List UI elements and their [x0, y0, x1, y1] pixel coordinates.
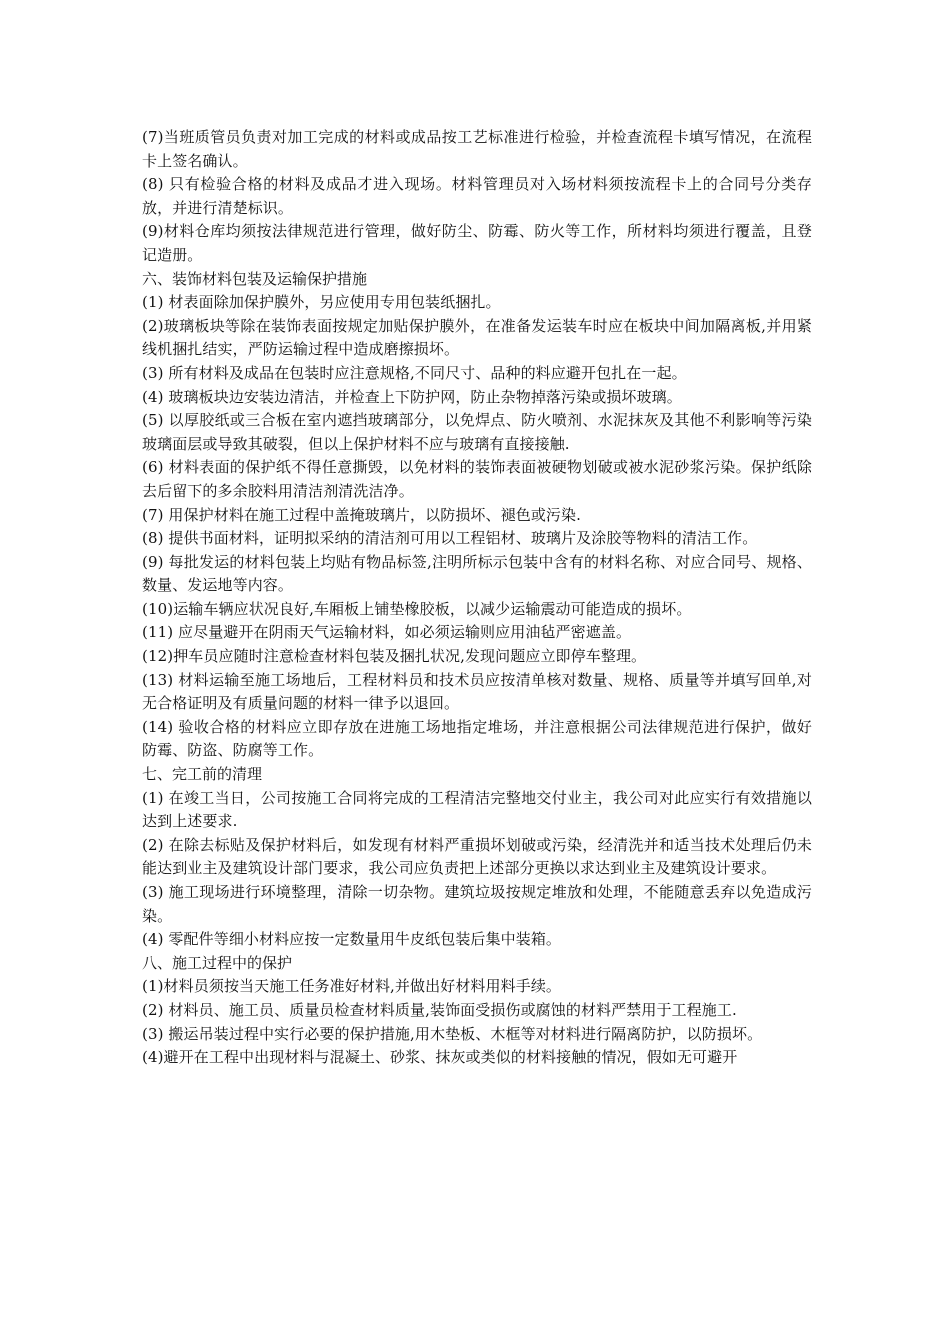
paragraph: (1) 材表面除加保护膜外，另应使用专用包装纸捆扎。 — [142, 293, 501, 312]
paragraph: (13) 材料运输至施工场地后，工程材料员和技术员应按清单核对数量、规格、质量等并填写回单,对无合格证明及有质量问题的材料一律予以退回。 — [142, 670, 812, 713]
paragraph: (7) 用保护材料在施工过程中盖掩玻璃片，以防损坏、褪色或污染. — [142, 505, 581, 524]
paragraph: (1) 在竣工当日，公司按施工合同将完成的工程清洁完整地交付业主，我公司对此应实行有效措施以达到上述要求. — [142, 788, 812, 831]
paragraph: (14) 验收合格的材料应立即存放在进施工场地指定堆场，并注意根据公司法律规范进行保护，做好防霉、防盗、防腐等工作。 — [142, 717, 812, 760]
section-heading: 八、施工过程中的保护 — [142, 953, 293, 972]
paragraph: (4)避开在工程中出现材料与混凝土、砂浆、抹灰或类似的材料接触的情况，假如无可避开 — [142, 1048, 738, 1067]
paragraph: (8) 提供书面材料，证明拟采纳的清洁剂可用以工程铝材、玻璃片及涂胶等物料的清洁工作。 — [142, 529, 758, 548]
paragraph: (10)运输车辆应状况良好,车厢板上铺垫橡胶板，以减少运输震动可能造成的损坏。 — [142, 599, 692, 618]
paragraph: (6) 材料表面的保护纸不得任意撕毁，以免材料的装饰表面被硬物划破或被水泥砂浆污染。保护纸除去后留下的多余胶料用清洁剂清洗洁净。 — [142, 458, 812, 500]
document-body — [142, 126, 812, 1070]
paragraph: (1)材料员须按当天施工任务准好材料,并做出好材料用料手续。 — [142, 977, 562, 996]
paragraph: (2) 材料员、施工员、质量员检查材料质量,装饰面受损伤或腐蚀的材料严禁用于工程施工. — [142, 1000, 737, 1019]
paragraph: (9)材料仓库均须按法律规范进行管理，做好防尘、防霉、防火等工作，所材料均须进行覆盖，且登记造册。 — [142, 222, 812, 264]
paragraph: (9) 每批发运的材料包装上均贴有物品标签,注明所标示包装中含有的材料名称、对应合同号、规格、数量、发运地等内容。 — [142, 552, 812, 595]
paragraph: (2) 在除去标贴及保护材料后，如发现有材料严重损坏划破或污染，经清洗并和适当技术处理后仍未能达到业主及建筑设计部门要求，我公司应负责把上述部分更换以求达到业主及建筑设计要求。 — [142, 835, 812, 878]
paragraph: (3) 施工现场进行环境整理，清除一切杂物。建筑垃圾按规定堆放和处理，不能随意丢弃以免造成污染。 — [142, 883, 812, 925]
section-heading: 六、装饰材料包装及运输保护措施 — [142, 269, 368, 288]
paragraph: (3) 所有材料及成品在包装时应注意规格,不同尺寸、品种的料应避开包扎在一起。 — [142, 363, 687, 382]
paragraph: (4) 零配件等细小材料应按一定数量用牛皮纸包装后集中装箱。 — [142, 930, 562, 949]
paragraph: (7)当班质管员负责对加工完成的材料或成品按工艺标准进行检验，并检查流程卡填写情况，在流程卡上签名确认。 — [142, 128, 812, 170]
paragraph: (2)玻璃板块等除在装饰表面按规定加贴保护膜外，在准备发运装车时应在板块中间加隔离板,并用紧线机捆扎结实，严防运输过程中造成磨擦损坏。 — [142, 316, 812, 359]
paragraph: (12)押车员应随时注意检查材料包装及捆扎状况,发现问题应立即停车整理。 — [142, 647, 647, 666]
section-heading: 七、完工前的清理 — [142, 765, 263, 784]
paragraph: (5) 以厚胶纸或三合板在室内遮挡玻璃部分，以免焊点、防火喷剂、水泥抹灰及其他不利影响等污染玻璃面层或导致其破裂，但以上保护材料不应与玻璃有直接接触. — [142, 411, 812, 453]
paragraph: (4) 玻璃板块边安装边清洁，并检查上下防护网，防止杂物掉落污染或损坏玻璃。 — [142, 387, 682, 406]
paragraph: (8) 只有检验合格的材料及成品才进入现场。材料管理员对入场材料须按流程卡上的合同号分类存放，并进行清楚标识。 — [142, 175, 812, 217]
paragraph: (3) 搬运吊装过程中实行必要的保护措施,用木垫板、木框等对材料进行隔离防护，以防损坏。 — [142, 1024, 763, 1043]
paragraph: (11) 应尽量避开在阴雨天气运输材料，如必须运输则应用油毡严密遮盖。 — [142, 623, 632, 642]
